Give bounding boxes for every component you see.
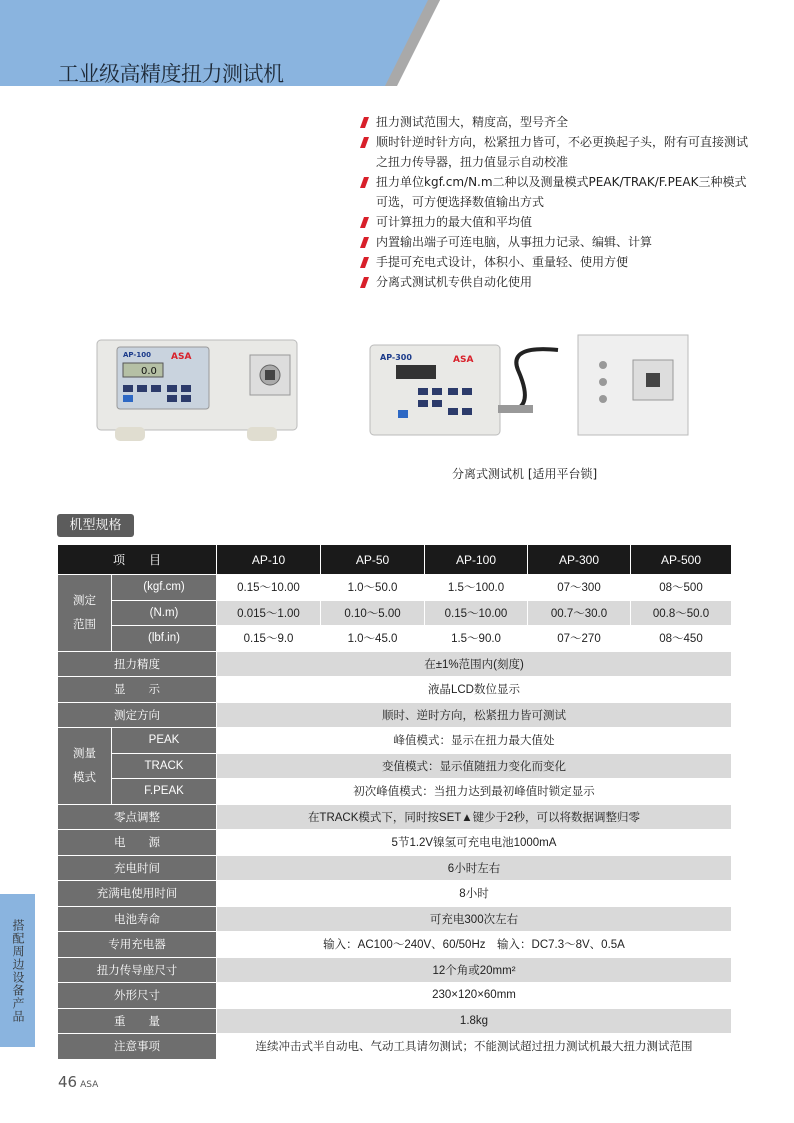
table-cell: 在±1%范围内(刻度) xyxy=(217,651,732,677)
table-cell: 变值模式：显示值随扭力变化而变化 xyxy=(217,753,732,779)
table-cell: 在TRACK模式下，同时按SET▲键少于2秒，可以将数据调整归零 xyxy=(217,804,732,830)
mode-label: TRACK xyxy=(112,753,217,779)
product-image-ap300 xyxy=(368,330,698,445)
feature-item: 可计算扭力的最大值和平均值 xyxy=(360,212,750,232)
mode-label: F.PEAK xyxy=(112,779,217,805)
svg-text:ASA: ASA xyxy=(453,355,474,365)
bullet-slash-icon xyxy=(360,117,369,128)
unit-label: (N.m) xyxy=(112,600,217,626)
table-row xyxy=(58,575,732,601)
table-cell: 液晶LCD数位显示 xyxy=(217,677,732,703)
table-cell: 00.8～50.0 xyxy=(631,600,732,626)
table-cell: 08～450 xyxy=(631,626,732,652)
product-caption: 分离式测试机 [适用平台锁] xyxy=(452,467,598,481)
product-image-ap100 xyxy=(95,335,305,445)
table-cell: 1.0～45.0 xyxy=(321,626,425,652)
row-label: 电 源 xyxy=(58,830,217,856)
feature-item: 扭力测试范围大，精度高，型号齐全 xyxy=(360,112,750,132)
row-label: 重 量 xyxy=(58,1008,217,1034)
table-row xyxy=(58,906,732,932)
table-row xyxy=(58,957,732,983)
column-header: AP-10 xyxy=(217,545,321,575)
unit-label: (kgf.cm) xyxy=(112,575,217,601)
page-number: 46 xyxy=(58,1073,78,1091)
row-label: 零点调整 xyxy=(58,804,217,830)
table-cell: 07～300 xyxy=(528,575,631,601)
row-group-label: 测定范围 xyxy=(58,575,112,652)
feature-item: 顺时针逆时针方向，松紧扭力皆可，不必更换起子头，附有可直接测试之扭力传导器，扭力值显示自动校准 xyxy=(360,132,750,172)
table-cell: 6小时左右 xyxy=(217,855,732,881)
page-title: 工业级高精度扭力测试机 xyxy=(58,62,284,86)
table-cell: 07～270 xyxy=(528,626,631,652)
feature-item: 分离式测试机专供自动化使用 xyxy=(360,272,750,292)
table-cell: 0.10～5.00 xyxy=(321,600,425,626)
table-cell: 0.15～10.00 xyxy=(217,575,321,601)
feature-list xyxy=(360,112,750,292)
table-row xyxy=(58,983,732,1009)
bullet-slash-icon xyxy=(360,177,369,188)
column-header: AP-100 xyxy=(425,545,528,575)
table-cell: 12个角或20mm² xyxy=(217,957,732,983)
table-cell: 5节1.2V镍氢可充电电池1000mA xyxy=(217,830,732,856)
table-row xyxy=(58,830,732,856)
table-row xyxy=(58,651,732,677)
table-cell: 输入：AC100～240V、60/50Hz 输入：DC7.3～8V、0.5A xyxy=(217,932,732,958)
feature-item: 内置输出端子可连电脑，从事扭力记录、编辑、计算 xyxy=(360,232,750,252)
row-label: 充电时间 xyxy=(58,855,217,881)
row-label: 扭力精度 xyxy=(58,651,217,677)
table-cell: 1.0～50.0 xyxy=(321,575,425,601)
table-row xyxy=(58,855,732,881)
table-row xyxy=(58,728,732,754)
mode-label: PEAK xyxy=(112,728,217,754)
table-row xyxy=(58,600,732,626)
row-label: 外形尺寸 xyxy=(58,983,217,1009)
feature-item: 手提可充电式设计，体积小、重量轻、使用方便 xyxy=(360,252,750,272)
table-row xyxy=(58,1008,732,1034)
bullet-slash-icon xyxy=(360,137,369,148)
table-cell: 230×120×60mm xyxy=(217,983,732,1009)
row-group-label: 测量模式 xyxy=(58,728,112,805)
svg-text:AP-300: AP-300 xyxy=(380,353,412,362)
table-cell: 顺时、逆时方向，松紧扭力皆可测试 xyxy=(217,702,732,728)
bullet-slash-icon xyxy=(360,277,369,288)
table-cell: 连续冲击式半自动电、气动工具请勿测试；不能测试超过扭力测试机最大扭力测试范围 xyxy=(217,1034,732,1060)
table-cell: 00.7～30.0 xyxy=(528,600,631,626)
row-label: 注意事项 xyxy=(58,1034,217,1060)
unit-label: (lbf.in) xyxy=(112,626,217,652)
table-cell: 1.5～100.0 xyxy=(425,575,528,601)
bullet-slash-icon xyxy=(360,237,369,248)
feature-item: 扭力单位kgf.cm/N.m二种以及测量模式PEAK/TRAK/F.PEAK三种模式可选，可方便选择数值输出方式 xyxy=(360,172,750,212)
table-cell: 峰值模式：显示在扭力最大值处 xyxy=(217,728,732,754)
table-cell: 0.15～9.0 xyxy=(217,626,321,652)
svg-text:0.0: 0.0 xyxy=(141,366,157,377)
table-cell: 0.015～1.00 xyxy=(217,600,321,626)
bullet-slash-icon xyxy=(360,217,369,228)
table-row xyxy=(58,804,732,830)
table-row xyxy=(58,881,732,907)
row-label: 专用充电器 xyxy=(58,932,217,958)
bullet-slash-icon xyxy=(360,257,369,268)
column-header: AP-300 xyxy=(528,545,631,575)
table-row xyxy=(58,779,732,805)
table-cell: 1.8kg xyxy=(217,1008,732,1034)
row-label: 充满电使用时间 xyxy=(58,881,217,907)
row-label: 显 示 xyxy=(58,677,217,703)
table-cell: 0.15～10.00 xyxy=(425,600,528,626)
row-label: 电池寿命 xyxy=(58,906,217,932)
column-header: 项 目 xyxy=(58,545,217,575)
table-row xyxy=(58,753,732,779)
page-footer xyxy=(58,1073,98,1091)
footer-brand: ASA xyxy=(80,1080,99,1090)
table-cell: 初次峰值模式：当扭力达到最初峰值时锁定显示 xyxy=(217,779,732,805)
table-row xyxy=(58,677,732,703)
table-row xyxy=(58,702,732,728)
table-row xyxy=(58,932,732,958)
table-cell: 1.5～90.0 xyxy=(425,626,528,652)
column-header: AP-500 xyxy=(631,545,732,575)
svg-text:ASA: ASA xyxy=(171,352,192,362)
table-header-row xyxy=(58,545,732,575)
table-row xyxy=(58,626,732,652)
table-cell: 08～500 xyxy=(631,575,732,601)
row-label: 扭力传导座尺寸 xyxy=(58,957,217,983)
table-cell: 8小时 xyxy=(217,881,732,907)
spec-table xyxy=(57,544,732,1060)
table-row xyxy=(58,1034,732,1060)
table-cell: 可充电300次左右 xyxy=(217,906,732,932)
row-label: 测定方向 xyxy=(58,702,217,728)
svg-text:AP-100: AP-100 xyxy=(123,351,151,359)
section-label: 机型规格 xyxy=(57,514,134,537)
side-category-tab[interactable]: 搭配周边设备产品 xyxy=(0,894,35,1047)
column-header: AP-50 xyxy=(321,545,425,575)
